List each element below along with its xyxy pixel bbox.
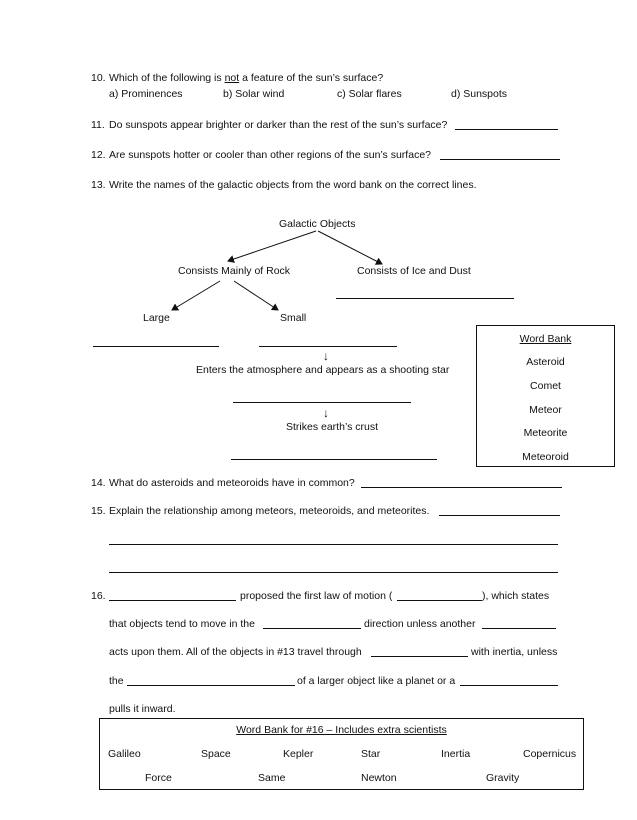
word-bank-item: Meteoroid [522, 451, 569, 463]
diagram-strikes-label: Strikes earth’s crust [286, 421, 379, 433]
q10-option-c: c) Solar flares [337, 88, 402, 100]
q14-answer-line[interactable] [361, 487, 562, 488]
q10-option-a: a) Prominences [109, 88, 183, 100]
q10-text-before: Which of the following is [109, 72, 225, 84]
q13-number: 13. [91, 179, 106, 191]
q12-question: Are sunspots hotter or cooler than other regions of the sun’s surface? [109, 149, 431, 161]
ice-answer-line[interactable] [336, 298, 514, 299]
large-answer-line[interactable] [93, 346, 219, 347]
shooting-star-answer-line[interactable] [233, 402, 411, 403]
word-bank-16-item: Force [145, 772, 172, 784]
word-bank-16-item: Inertia [441, 748, 471, 760]
arrow-to-ice [318, 231, 382, 264]
diagram-ice-label: Consists of Ice and Dust [357, 265, 471, 277]
q16-blank-medium[interactable] [371, 656, 468, 657]
q10-option-b: b) Solar wind [223, 88, 285, 100]
q16-blank-body[interactable] [460, 685, 558, 686]
word-bank-16-item: Newton [361, 772, 397, 784]
word-bank-16-item: Star [361, 748, 381, 760]
diagram-rock-label: Consists Mainly of Rock [178, 265, 291, 277]
q10-text-after: a feature of the sun’s surface? [239, 72, 384, 84]
q16-blank-force[interactable] [482, 628, 556, 629]
word-bank-title: Word Bank [519, 333, 572, 345]
q16-line3-text-a: acts upon them. All of the objects in #13 travel through [109, 646, 362, 658]
q15-number: 15. [91, 505, 106, 517]
q14-number: 14. [91, 477, 106, 489]
q10-text-not: not [224, 72, 240, 84]
word-bank-16-item: Galileo [108, 748, 141, 760]
arrow-to-large [172, 281, 220, 310]
q16-blank-pull[interactable] [127, 685, 295, 686]
q16-line4-text-a: the [109, 675, 124, 687]
word-bank-16-title: Word Bank for #16 – Includes extra scientists [236, 724, 447, 736]
q16-blank-direction[interactable] [263, 628, 361, 629]
q16-number: 16. [91, 590, 106, 602]
q13-question: Write the names of the galactic objects from the word bank on the correct lines. [109, 179, 477, 191]
word-bank-item: Asteroid [526, 356, 565, 368]
q12-number: 12. [91, 149, 106, 161]
word-bank-item: Comet [530, 380, 561, 392]
q10-option-d: d) Sunspots [451, 88, 508, 100]
q15-answer-line-3[interactable] [109, 572, 558, 573]
word-bank-box [476, 325, 615, 467]
q16-line3-text-b: with inertia, unless [471, 646, 558, 658]
diagram-small-label: Small [280, 312, 307, 324]
diagram-large-label: Large [143, 312, 170, 324]
arrow-to-small [234, 281, 278, 310]
q16-line2-text-a: that objects tend to move in the [109, 618, 255, 630]
q16-line1-text-a: proposed the first law of motion ( [240, 590, 393, 602]
q11-question: Do sunspots appear brighter or darker than the rest of the sun’s surface? [109, 119, 448, 131]
q10-number: 10. [91, 72, 106, 84]
diagram-root-label: Galactic Objects [279, 218, 356, 230]
down-arrow-1-icon: ↓ [323, 349, 329, 363]
q15-question: Explain the relationship among meteors, meteoroids, and meteorites. [109, 505, 430, 517]
q16-line5-text: pulls it inward. [109, 703, 176, 715]
q16-line4-text-b: of a larger object like a planet or a [297, 675, 456, 687]
word-bank-item: Meteorite [523, 427, 568, 439]
strikes-answer-line[interactable] [231, 459, 437, 460]
q14-question: What do asteroids and meteoroids have in common? [109, 477, 355, 489]
word-bank-16-item: Space [201, 748, 231, 760]
q16-blank-law-name[interactable] [397, 600, 482, 601]
small-answer-line[interactable] [259, 346, 397, 347]
word-bank-16-item: Copernicus [523, 748, 577, 760]
q16-blank-scientist[interactable] [109, 600, 236, 601]
down-arrow-2-icon: ↓ [323, 406, 329, 420]
q16-line2-text-b: direction unless another [364, 618, 476, 630]
q15-answer-line-1[interactable] [439, 515, 560, 516]
q16-line1-text-b: ), which states [482, 590, 550, 602]
word-bank-16-item: Same [258, 772, 286, 784]
word-bank-16-box [99, 718, 584, 790]
arrow-to-rock [228, 231, 316, 261]
word-bank-16-item: Kepler [283, 748, 314, 760]
word-bank-16-item: Gravity [486, 772, 520, 784]
q11-number: 11. [91, 119, 105, 131]
q15-answer-line-2[interactable] [109, 544, 558, 545]
diagram-shooting-star-label: Enters the atmosphere and appears as a shooting star [196, 364, 450, 376]
word-bank-item: Meteor [529, 404, 562, 416]
